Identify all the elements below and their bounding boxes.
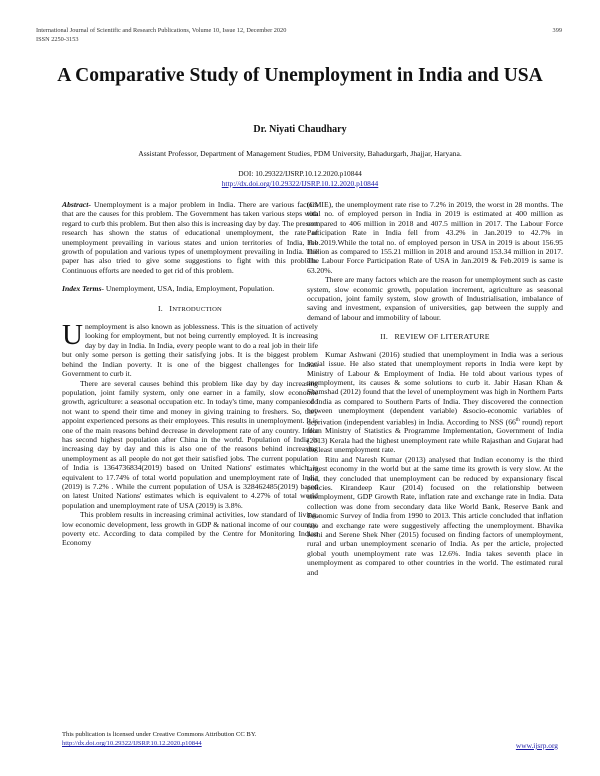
running-header: [36, 27, 286, 44]
abstract: [62, 200, 318, 275]
journal-name: International Journal of Scientific and Research Publications, Volume 10, Issue 12, December 2020: [36, 27, 287, 34]
intro-paragraph-continued: (CMIE), the unemployment rate rise to 7.2% in 2019, the worst in 28 months. The total no. of employed person in India in 2019 is estimated at 400 million as compared to 406 million in 2018 and 407.5 million in 2017. The Labour Force Participation Rate in India fell from 43.2% in Jan.2019 to 42.7% in Feb.2019.While the total no. of employed person in USA in 2019 is about 156.95 million as compared to 155.21 million in 2018 and around 153.34 million in 2017. The Labour Force Participation Rate of USA in Jan.2019 & Feb.2019 is same is 63.20%.: [307, 200, 563, 275]
index-terms-label: Index Terms: [62, 284, 102, 294]
footer: [62, 730, 256, 748]
doi-text: DOI: 10.29322/IJSRP.10.12.2020.p10844: [238, 169, 362, 178]
doi-link[interactable]: http://dx.doi.org/10.29322/IJSRP.10.12.2020.p10844: [221, 179, 379, 188]
review-paragraph-1: Kumar Ashwani (2016) studied that unemployment in India was a serious social issue. He also stated that unemployment reports in India were kept by Ministry of Labour & Employment of India. He told about various types of unemployment, its causes & some solutions to curb it. Jabir Hasan Khan & Shamshad (2012) found that the level of unemployment was high in Northern Parts of India as compared to Southern Parts of India. They discovered the connection between unemployment (dependent variable) &socio-economic variables of deprivation (independent variables) in India. According to NSS (66th round) report from Ministry of Statistics & Programme Implementation, Government of India (2013) Kerala had the highest unemployment rate while Rajasthan and Gujarat had the least unemployment rate.: [307, 349, 563, 455]
abstract-text: Unemployment is a major problem in India. There are various factors that are the causes for this problem. The Government has taken various steps with regard to curb this problem. But then also this is increasing day by day. The present research has shown the status of educational unemployment, the rate of unemployment prevailing in various states and union territories of India, the growth of population and various types of unemployment prevailing in India. The paper has also tried to give some suggestions to fight with this problem. Continuous efforts are needed to get rid of this problem.: [62, 200, 318, 275]
intro-paragraph-2: There are several causes behind this problem like day by day increasing population, joint family system, only one earner in a family, slow economic growth, agriculture: a seasonal occupation etc. In today's time, many companies do not want to spend their time and money in giving training to freshers. So, they appoint experienced persons as their employees. This results in unemployment. It is one of the main reasons behind decrease in development rate of any country. India has second highest population after China in the world. Population of India is increasing day by day and this is also one of the reasons behind increasing unemployment as all people do not get their satisfied jobs. The current population of India is 1364736834(2019) based on United Nations' estimates which is equivalent to 17.74% of total world population and unemployment rate of India (2019) is 7.2% . While the current population of USA is 328462485(2019) based on latest United Nations' estimates which is equivalent to 4.27% of total world population and unemployment rate of USA (2019) is 3.8%.: [62, 378, 318, 510]
license-text: This publication is licensed under Creative Commons Attribution CC BY.: [62, 731, 257, 738]
drop-cap: U: [62, 319, 83, 352]
index-terms-text: - Unemployment, USA, India, Employment, Population.: [101, 284, 275, 294]
doi-block: [0, 169, 600, 189]
author-name: Dr. Niyati Chaudhary: [253, 124, 347, 135]
left-column: [62, 200, 318, 548]
author-affiliation: Assistant Professor, Department of Management Studies, PDM University, Bahadurgarh, Jhajjar, Haryana.: [138, 149, 462, 158]
intro-paragraph-3: This problem results in increasing criminal activities, low standard of living, low economic development, less growth in GDP & national income of our country, poverty etc. According to data compiled by the Centre for Monitoring Indian Economy: [62, 510, 318, 548]
abstract-label: Abstract-: [62, 200, 91, 209]
factors-paragraph: There are many factors which are the reason for unemployment such as caste system, slow economic growth, population increment, agriculture as seasonal occupation, joint family system, slow growth of Industrialisation, imbalance of saving and investment, expansion of universities, gap between the supply and demand of labour and immobility of labour.: [307, 275, 563, 322]
right-column: [307, 200, 563, 577]
index-terms: [62, 284, 318, 293]
section-heading-introduction: I. INTRODUCTION: [157, 303, 223, 313]
footer-doi-link[interactable]: http://dx.doi.org/10.29322/IJSRP.10.12.2020.p10844: [62, 740, 202, 747]
paper-title: A Comparative Study of Unemployment in India and USA: [57, 65, 543, 86]
page-number: 399: [552, 27, 562, 34]
section-heading-review: II. REVIEW OF LITERATURE: [380, 332, 490, 342]
intro-paragraph-1: Unemployment is also known as joblessness. This is the situation of actively looking for employment, but not being currently employed. It is increasing day by day in India. In India, every people want to do a real job in their life but only some person is getting their satisfying jobs. It is the biggest problem behind the Indian poverty. It is one of the biggest challenges for Indian Government to curb it.: [62, 319, 318, 379]
review-paragraph-2: Ritu and Naresh Kumar (2013) analysed that Indian economy is the third largest economy in the world but at the same time its growth is very slow. At the end, they concluded that unemployment can be reduced by expansionary fiscal policies. Kirandeep Kaur (2014) focused on the relationship between unemployment, GDP Growth Rate, inflation rate and exchange rate in India. Data collection was done from secondary data like World Bank, Reserve Bank and Economic Survey of India from 1990 to 2013. This article concluded that inflation rate and exchange rate were suggestively affecting the unemployment. Bhavika Joshi and Serene Shek Nher (2015) focused on finding factors of unemployment, rural and urban unemployment scenario of India. As per the article, projected global youth unemployment rate was 12.6%. India takes seventh place in unemployment as compared to other countries in the world. The estimated rural and: [307, 454, 563, 577]
journal-site-link[interactable]: www.ijsrp.org: [515, 741, 558, 750]
issn: ISSN 2250-3153: [36, 35, 79, 43]
